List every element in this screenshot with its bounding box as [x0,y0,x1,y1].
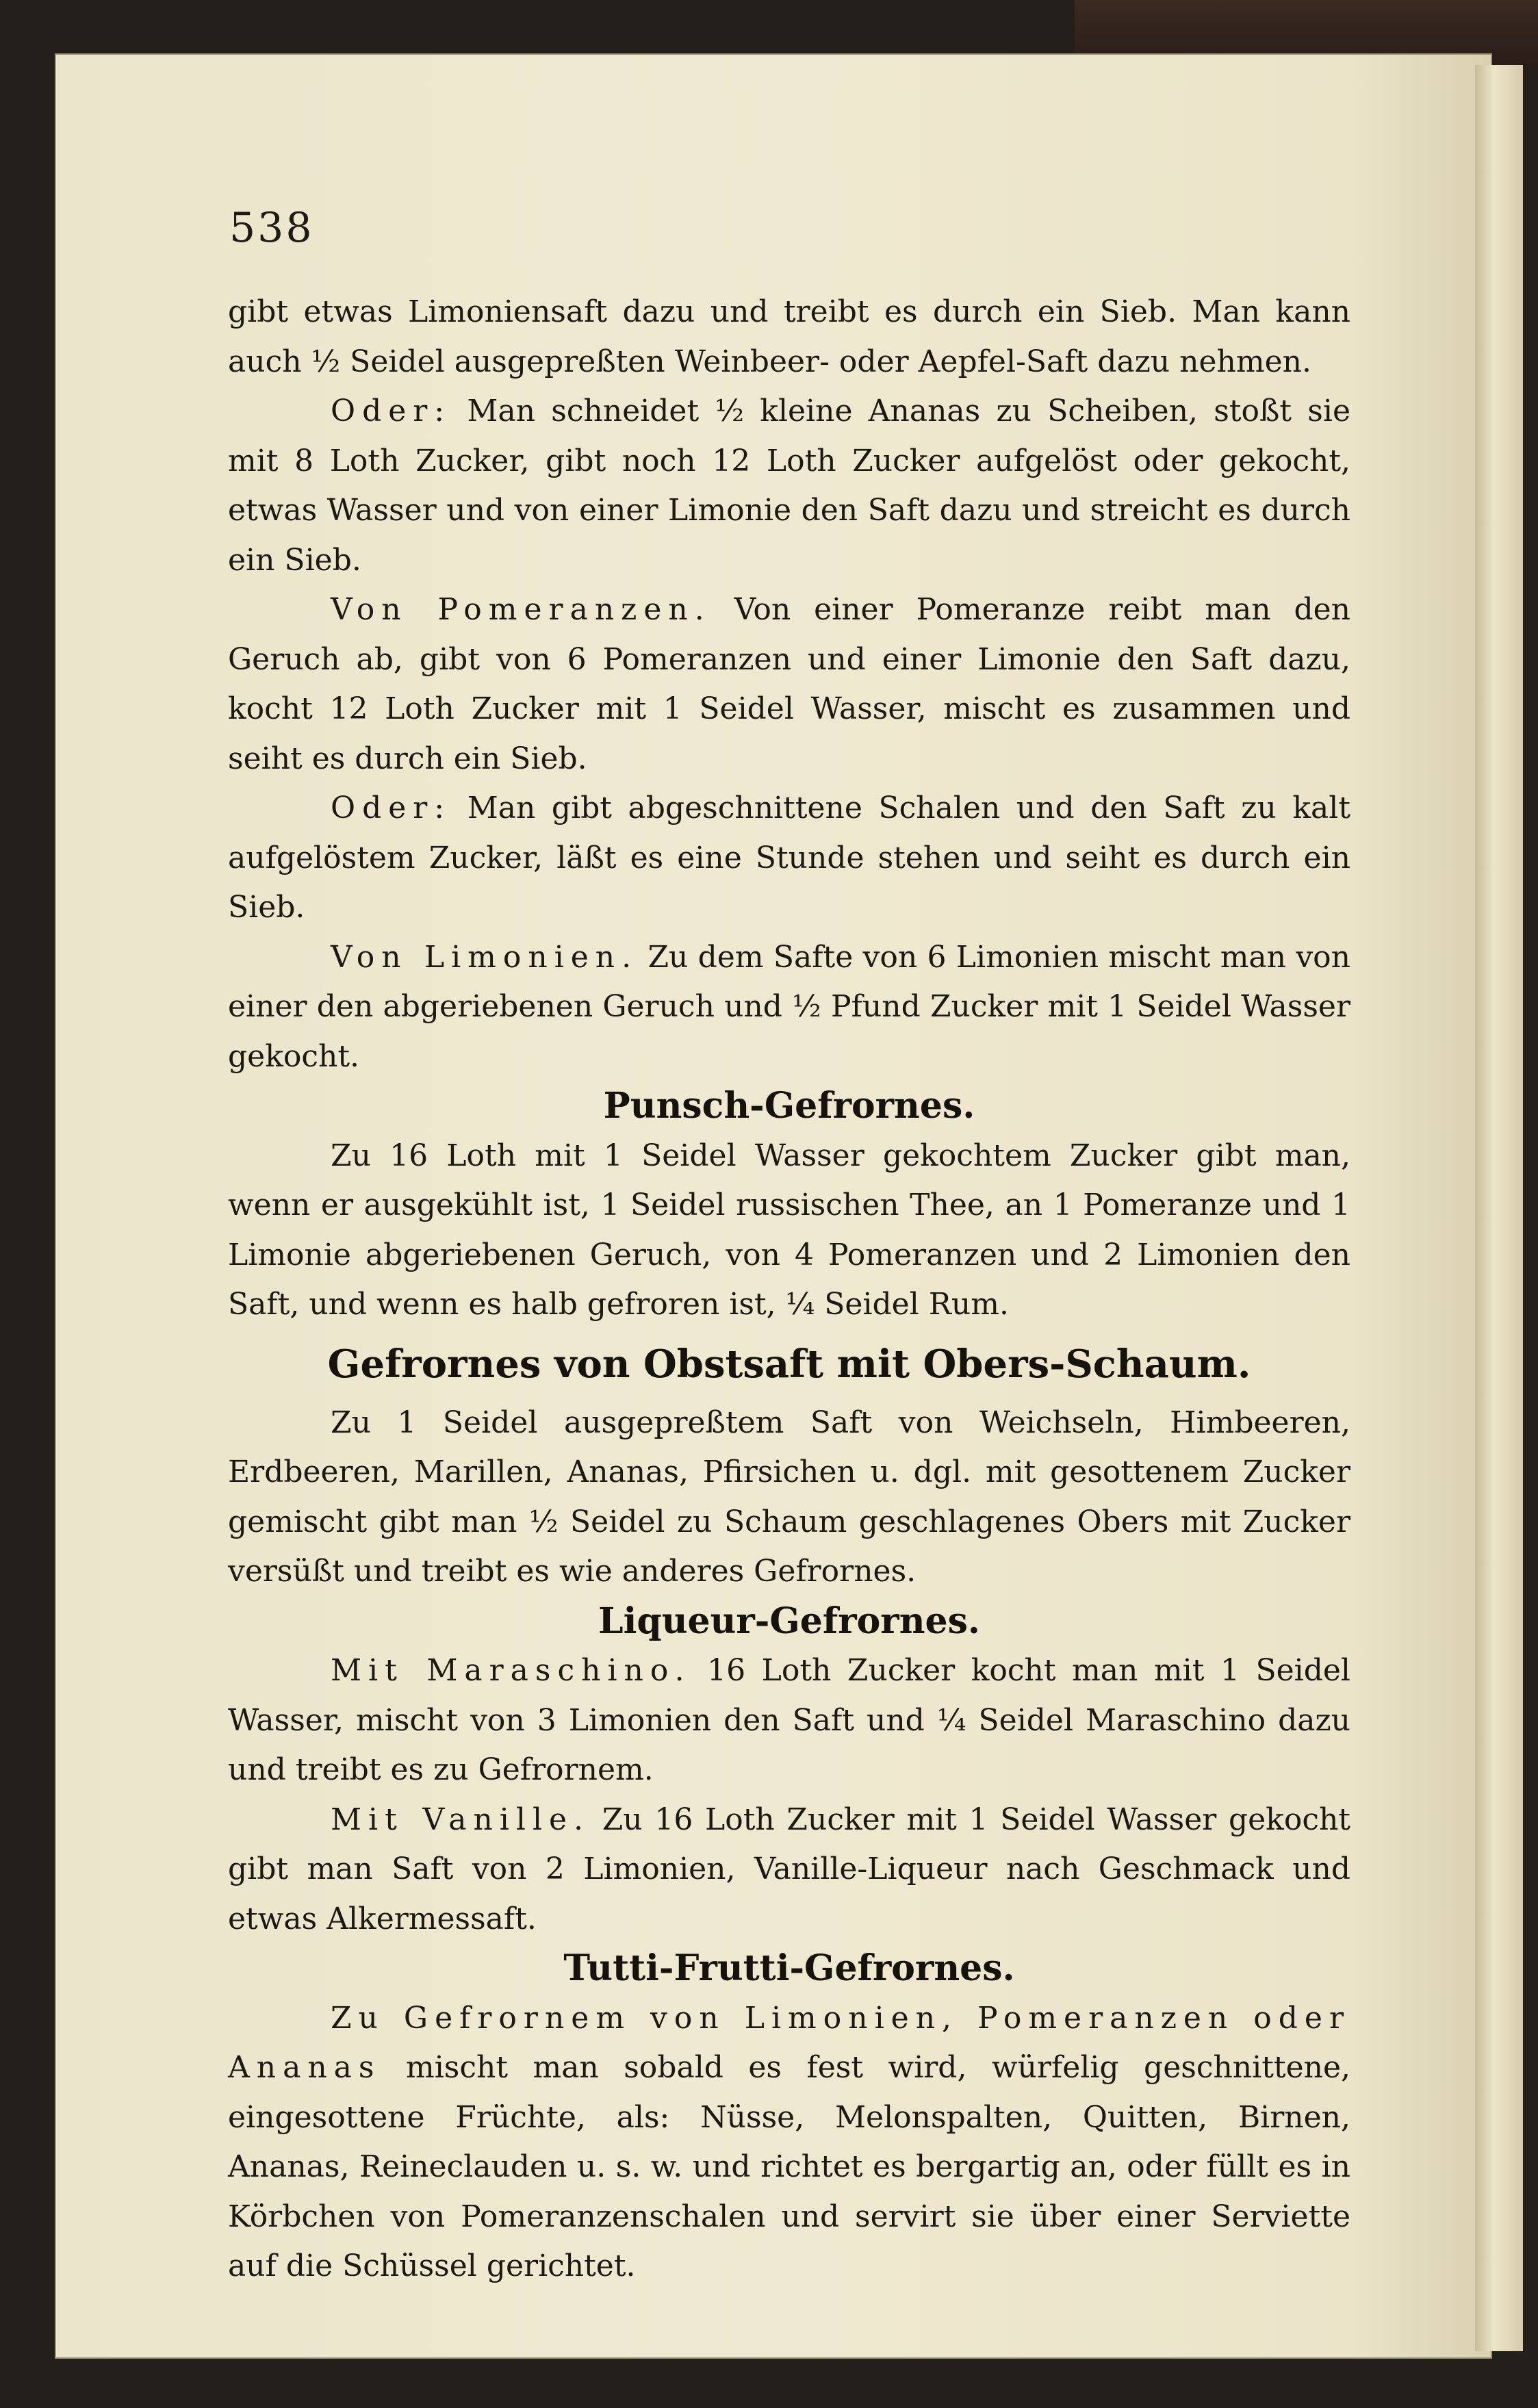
paragraph-label: Von Pomeranzen. [331,592,711,627]
paragraph-obstsaft: Zu 1 Seidel ausgepreßtem Saft von Weichseln, Himbeeren, Erdbeeren, Marillen, Ananas, Pfirsichen u. dgl. mit gesottenem Zucker gemischt gibt man ½ Seidel zu Schaum geschlagenes Obers mit Zucker versüßt und treibt es wie anderes Gefrornes. [228,1405,1350,1589]
page-number: 538 [229,204,314,252]
paragraph-oder-2 [228,784,1350,933]
page-edge [1475,65,1523,2351]
paragraph-label: Mit Vanille. [331,1802,591,1837]
paragraph-label: Mit Maraschino. [331,1653,691,1688]
paragraph-text: mischt man sobald es fest wird, würfelig geschnittene, eingesottene Früchte, als: Nüsse, Melonspalten, Quitten, Birnen, Ananas, Reineclauden u. s. w. und richtet es bergartig an, oder füllt es in Körbchen von Pomeranzenschalen und servirt sie über einer Serviette auf die Schüssel gerichtet. [228,2050,1350,2283]
paragraph-text: Man schneidet ½ kleine Ananas zu Scheiben, stoßt sie mit 8 Loth Zucker, gibt noch 12 Loth Zucker aufgelöst oder gekocht, etwas Wasser und von einer Limonie den Saft dazu und streicht es durch ein Sieb. [228,394,1350,578]
heading-punsch: Punsch-Gefrornes. [603,1085,975,1127]
paragraph-text: Zu 16 Loth Zucker mit 1 Seidel Wasser gekocht gibt man Saft von 2 Limonien, Vanille-Liqueur nach Geschmack und etwas Alkermessaft. [228,1802,1350,1936]
heading-tutti-frutti: Tutti-Frutti-Gefrornes. [563,1947,1015,1989]
paragraph-oder-1 [228,387,1350,585]
paragraph-lead: Zu Gefrornem von Limonien, Pomeranzen oder Ananas [228,2000,1350,2085]
paragraph-maraschino [228,1646,1350,1795]
paragraph-text: Zu dem Safte von 6 Limonien mischt man von einer den abgeriebenen Geruch und ½ Pfund Zucker mit 1 Seidel Wasser gekocht. [228,939,1350,1074]
paragraph-label: Oder: [331,791,452,825]
intro-paragraph: gibt etwas Limoniensaft dazu und treibt es durch ein Sieb. Man kann auch ½ Seidel ausgepreßten Weinbeer- oder Aepfel-Saft dazu nehmen. [228,294,1350,379]
paragraph-vanille [228,1795,1350,1945]
paragraph-pomeranzen [228,585,1350,784]
page-body [228,287,1350,2292]
heading-obstsaft: Gefrornes von Obstsaft mit Obers-Schaum. [327,1341,1251,1387]
paragraph-tutti-frutti [228,1994,1350,2292]
paragraph-text: 16 Loth Zucker kocht man mit 1 Seidel Wasser, mischt von 3 Limonien den Saft und ¼ Seidel Maraschino dazu und treibt es zu Gefrornem. [228,1653,1350,1787]
paragraph-text: Von einer Pomeranze reibt man den Geruch ab, gibt von 6 Pomeranzen und einer Limonie den Saft dazu, kocht 12 Loth Zucker mit 1 Seidel Wasser, mischt es zusammen und seiht es durch ein Sieb. [228,592,1350,776]
heading-liqueur: Liqueur-Gefrornes. [598,1600,980,1642]
paragraph-label: Von Limonien. [331,939,639,975]
paragraph-label: Oder: [331,394,452,428]
paragraph-limonien [228,933,1350,1082]
paragraph-text: Man gibt abgeschnittene Schalen und den Saft zu kalt aufgelöstem Zucker, läßt es eine Stunde stehen und seiht es durch ein Sieb. [228,791,1350,925]
paragraph-punsch: Zu 16 Loth mit 1 Seidel Wasser gekochtem Zucker gibt man, wenn er ausgekühlt ist, 1 Seidel russischen Thee, an 1 Pomeranze und 1 Limonie abgeriebenen Geruch, von 4 Pomeranzen und 2 Limonien den Saft, und wenn es halb gefroren ist, ¼ Seidel Rum. [228,1138,1350,1322]
